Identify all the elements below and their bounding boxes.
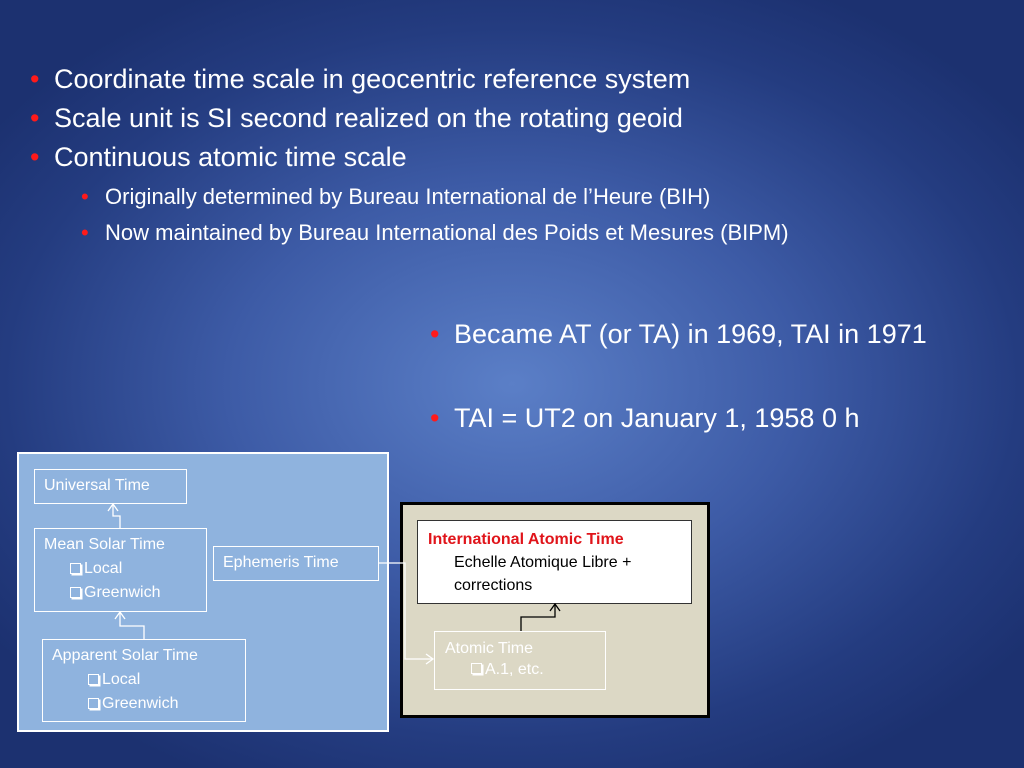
bullet-text: TAI = UT2 on January 1, 1958 0 h	[454, 403, 860, 433]
bullet-text: Became AT (or TA) in 1969, TAI in 1971	[454, 319, 927, 349]
list-item-label: A.1, etc.	[485, 661, 544, 678]
sub-bullet-item	[81, 217, 911, 248]
atomic-time-box	[434, 631, 606, 690]
list-item	[445, 659, 595, 680]
bullet-item	[430, 314, 945, 354]
list-item	[52, 692, 236, 716]
bullet-text: Coordinate time scale in geocentric reference system	[54, 64, 691, 94]
international-atomic-time-box	[417, 520, 692, 604]
list-item-label: Greenwich	[102, 695, 179, 712]
ephemeris-time-label: Ephemeris Time	[223, 554, 339, 571]
checkbox-bullet-icon	[70, 587, 81, 598]
apparent-solar-time-label: Apparent Solar Time	[52, 647, 198, 664]
list-item	[44, 557, 197, 581]
list-item-label: Local	[84, 560, 123, 577]
international-atomic-time-desc: Echelle Atomique Libre + corrections	[454, 554, 632, 594]
bullet-text: Now maintained by Bureau International des Poids et Mesures (BIPM)	[105, 220, 789, 245]
apparent-solar-time-box	[42, 639, 246, 722]
checkbox-bullet-icon	[88, 674, 99, 685]
atomic-time-label: Atomic Time	[445, 640, 534, 657]
bullet-text: Originally determined by Bureau International de l’Heure (BIH)	[105, 184, 711, 209]
universal-time-label: Universal Time	[44, 477, 150, 494]
mean-solar-time-box	[34, 528, 207, 612]
bullet-dot: •	[430, 319, 440, 349]
bullet-text: Continuous atomic time scale	[54, 142, 407, 172]
bullet-dot: •	[430, 403, 440, 433]
bullet-text: Scale unit is SI second realized on the rotating geoid	[54, 103, 683, 133]
sub-bullet-item	[81, 181, 911, 212]
mean-solar-time-label: Mean Solar Time	[44, 536, 165, 553]
list-item	[52, 668, 236, 692]
bullet-dot: •	[81, 184, 89, 209]
list-item-label: Greenwich	[84, 584, 161, 601]
bullet-item	[30, 60, 990, 99]
bullet-dot: •	[30, 103, 40, 133]
list-item	[44, 581, 197, 605]
bullet-item	[30, 138, 990, 177]
checkbox-bullet-icon	[471, 663, 482, 674]
checkbox-bullet-icon	[88, 698, 99, 709]
bullet-dot: •	[81, 220, 89, 245]
ephemeris-time-box	[213, 546, 379, 581]
bullet-item	[430, 398, 945, 438]
bullet-dot: •	[30, 142, 40, 172]
universal-time-box	[34, 469, 187, 504]
international-atomic-time-title: International Atomic Time	[428, 531, 624, 548]
bullet-dot: •	[30, 64, 40, 94]
checkbox-bullet-icon	[70, 563, 81, 574]
list-item-label: Local	[102, 671, 141, 688]
bullet-item	[30, 99, 990, 138]
